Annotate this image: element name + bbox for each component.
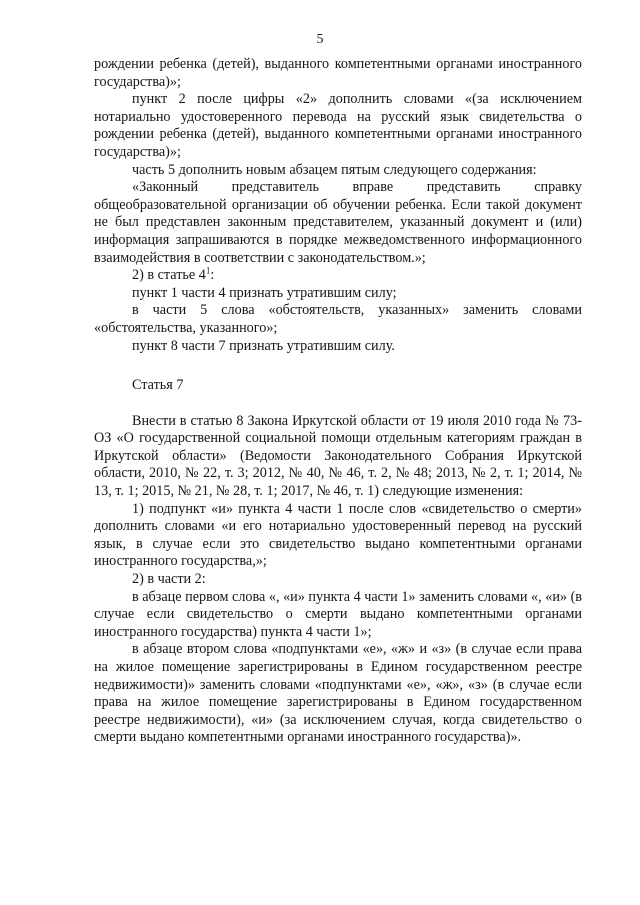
paragraph-item-2: пункт 2 после цифры «2» дополнить словами «(за исключением нотариально удостоверенного перевода на русский язык свидетельства о рождении ребенка (детей), выданного компетентными органами иностранного государства)»; bbox=[94, 91, 582, 160]
page-number: 5 bbox=[316, 32, 324, 47]
article-ref-superscript: 1 bbox=[205, 265, 211, 276]
paragraph-point-8: пункт 8 части 7 признать утратившим силу. bbox=[132, 337, 395, 354]
document-body bbox=[94, 56, 582, 747]
paragraph-part-5: часть 5 дополнить новым абзацем пятым следующего содержания: bbox=[132, 161, 537, 178]
paragraph-point-1: пункт 1 части 4 признать утратившим силу; bbox=[132, 284, 397, 301]
article-heading: Статья 7 bbox=[132, 377, 184, 394]
paragraph-article-4-1 bbox=[94, 267, 582, 285]
paragraph-item-2-part-2: 2) в части 2: bbox=[132, 571, 206, 588]
article-ref-text: 2) в статье 4 bbox=[132, 267, 206, 284]
article-ref-colon: : bbox=[210, 267, 215, 284]
spacer bbox=[94, 355, 582, 377]
paragraph-continuation: рождении ребенка (детей), выданного компетентными органами иностранного государства)»; bbox=[94, 56, 582, 90]
paragraph-second-abzac: в абзаце втором слова «подпунктами «е», «ж» и «з» (в случае если права на жилое помещение зарегистрированы в Едином государственном реестре недвижимости)» заменить словами «подпунктами «е», «ж», «з» (в случае если права на жилое помещение зарегистрированы в Едином государственном реестре недвижимости), «и» (за исключением случая, когда свидетельство о смерти выдано компетентными органами иностранного государства)». bbox=[94, 641, 582, 746]
paragraph-item-1: 1) подпункт «и» пункта 4 части 1 после слов «свидетельство о смерти» дополнить словами «и его нотариально удостоверенный перевод на русский язык, в случае если это свидетельство выдано компетентными органами иностранного государства,»; bbox=[94, 500, 582, 570]
paragraph-article-7-intro: Внести в статью 8 Закона Иркутской области от 19 июля 2010 года № 73-ОЗ «О государственной социальной помощи отдельным категориям граждан в Иркутской области» (Ведомости Законодательного Собрания Иркутской области, 2010, № 22, т. 3; 2012, № 40, № 46, т. 2, № 48; 2013, № 2, т. 1; 2014, № 13, т. 1; 2015, № 21, № 28, т. 1; 2017, № 46, т. 1) следующие изменения: bbox=[94, 412, 582, 500]
paragraph-part-5-words: в части 5 слова «обстоятельств, указанных» заменить словами «обстоятельства, указанного»; bbox=[94, 302, 582, 336]
paragraph-first-abzac: в абзаце первом слова «, «и» пункта 4 части 1» заменить словами «, «и» (в случае если свидетельство о смерти выдано компетентными органами иностранного государства) пункта 4 части 1»; bbox=[94, 588, 582, 640]
paragraph-quoted-text: «Законный представитель вправе представить справку общеобразовательной организации об обучении ребенка. Если такой документ не был представлен законным представителем, указанный документ и (или) информация запрашиваются в порядке межведомственного информационного взаимодействия в соответствии с законодательством.»; bbox=[94, 179, 582, 266]
spacer bbox=[94, 395, 582, 413]
